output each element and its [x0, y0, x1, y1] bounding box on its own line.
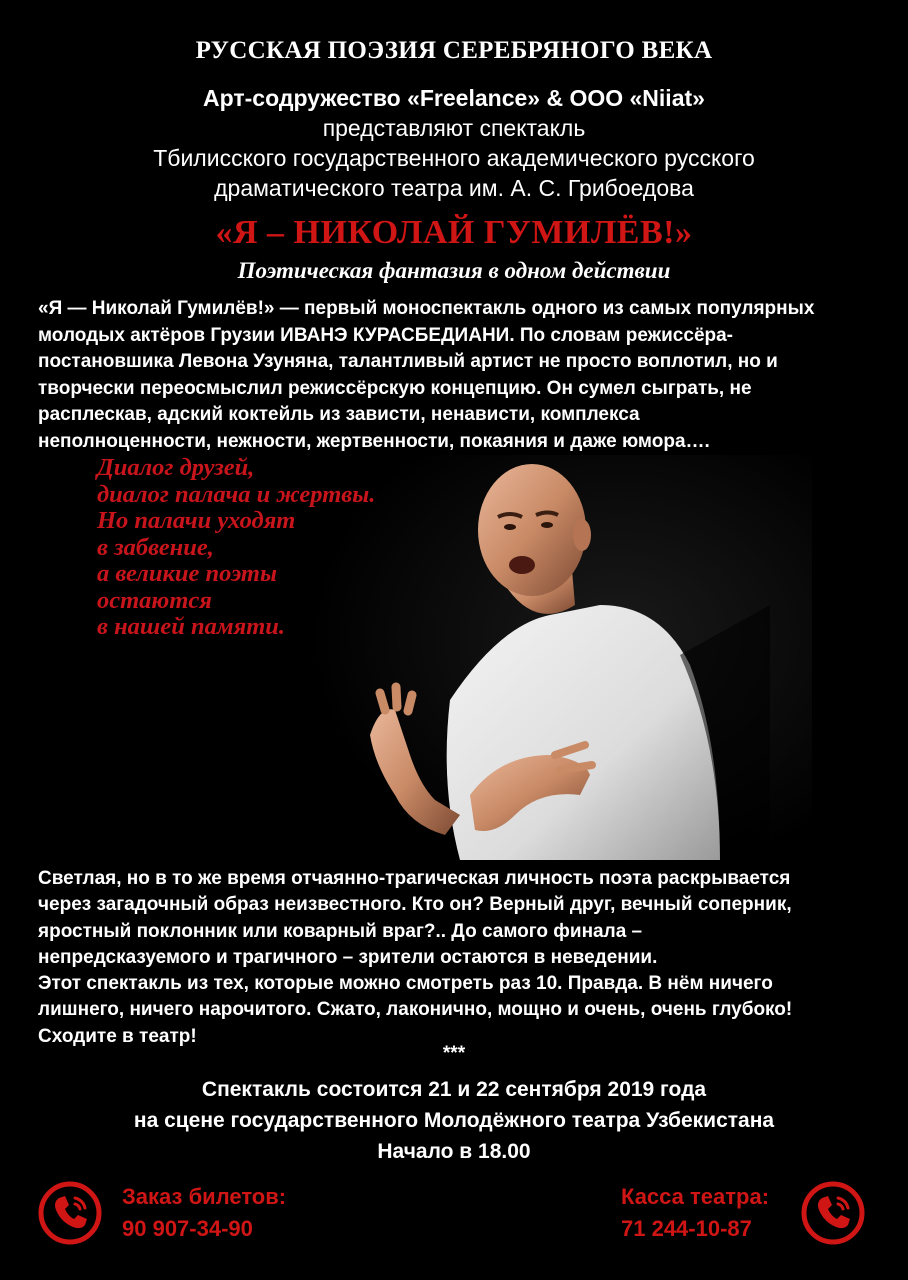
description-line: творчески переосмыслил режиссёрскую концепцию. Он сумел сыграть, не — [38, 377, 752, 399]
story-text — [38, 866, 878, 1050]
intro-line: представляют спектакль — [322, 115, 586, 141]
story-line: Сходите в театр! — [38, 1025, 197, 1047]
intro-line: драматического театра им. А. С. Грибоедова — [214, 175, 694, 201]
contact-label: Касса театра: — [621, 1184, 770, 1209]
story-line: непредсказуемого и трагичного – зрители остаются в неведении. — [38, 946, 658, 968]
description — [38, 296, 878, 456]
description-line: неполноценности, нежности, жертвенности, покаяния и даже юмора…. — [38, 430, 710, 452]
story-line: через загадочный образ неизвестного. Кто он? Верный друг, вечный соперник, — [38, 894, 792, 916]
quote-line: Но палачи уходят — [97, 507, 296, 534]
phone-icon — [800, 1180, 866, 1246]
quote-line: а великие поэты — [97, 560, 277, 587]
event-info — [0, 1074, 908, 1167]
quote-line: в нашей памяти. — [97, 613, 286, 640]
contact-label: Заказ билетов: — [122, 1184, 287, 1209]
event-line: на сцене государственного Молодёжного театра Узбекистана — [133, 1109, 775, 1132]
quote-line: остаются — [97, 586, 212, 614]
event-line: Начало в 18.00 — [377, 1140, 531, 1163]
intro-line: Тбилисского государственного академического русского — [153, 145, 755, 171]
contact-phone[interactable]: 90 907-34-90 — [122, 1216, 253, 1241]
presenters: Арт-содружество «Freelance» & ООО «Niiat» — [203, 85, 705, 111]
separator: *** — [442, 1043, 466, 1064]
quote-line: диалог палача и жертвы. — [97, 480, 376, 508]
ticket-order-contact — [122, 1181, 286, 1245]
quote-line: в забвение, — [97, 533, 214, 561]
event-line: Спектакль состоится 21 и 22 сентября 2019 года — [201, 1078, 707, 1101]
description-line: постановшика Левона Узуняна, талантливый артист не просто воплотил, но и — [38, 351, 778, 373]
story-line: лишнего, ничего нарочитого. Сжато, лаконично, мощно и очень, очень глубоко! — [38, 999, 793, 1021]
description-line: молодых актёров Грузии ИВАНЭ КУРАСБЕДИАНИ. По словам режиссёра- — [38, 324, 734, 346]
description-line: «Я — Николай Гумилёв!» — первый моноспектакль одного из самых популярных — [38, 298, 815, 319]
description-line: расплескав, адский коктейль из зависти, ненависти, комплекса — [38, 404, 640, 426]
series-title: РУССКАЯ ПОЭЗИЯ СЕРЕБРЯНОГО ВЕКА — [195, 37, 713, 64]
story-line: Этот спектакль из тех, которые можно смотреть раз 10. Правда. В нём ничего — [38, 973, 773, 995]
play-subtitle: Поэтическая фантазия в одном действии — [237, 258, 671, 283]
box-office-contact — [621, 1181, 769, 1245]
quote — [97, 455, 375, 641]
story-line: яростный поклонник или коварный враг?.. До самого финала – — [38, 920, 643, 942]
contact-phone[interactable]: 71 244-10-87 — [621, 1216, 752, 1241]
play-title: «Я – НИКОЛАЙ ГУМИЛЁВ!» — [215, 214, 693, 251]
story-line: Светлая, но в то же время отчаянно-трагическая личность поэта раскрывается — [38, 868, 791, 889]
actor-photo — [300, 455, 812, 860]
quote-line: Диалог друзей, — [97, 454, 255, 481]
phone-icon — [37, 1180, 103, 1246]
